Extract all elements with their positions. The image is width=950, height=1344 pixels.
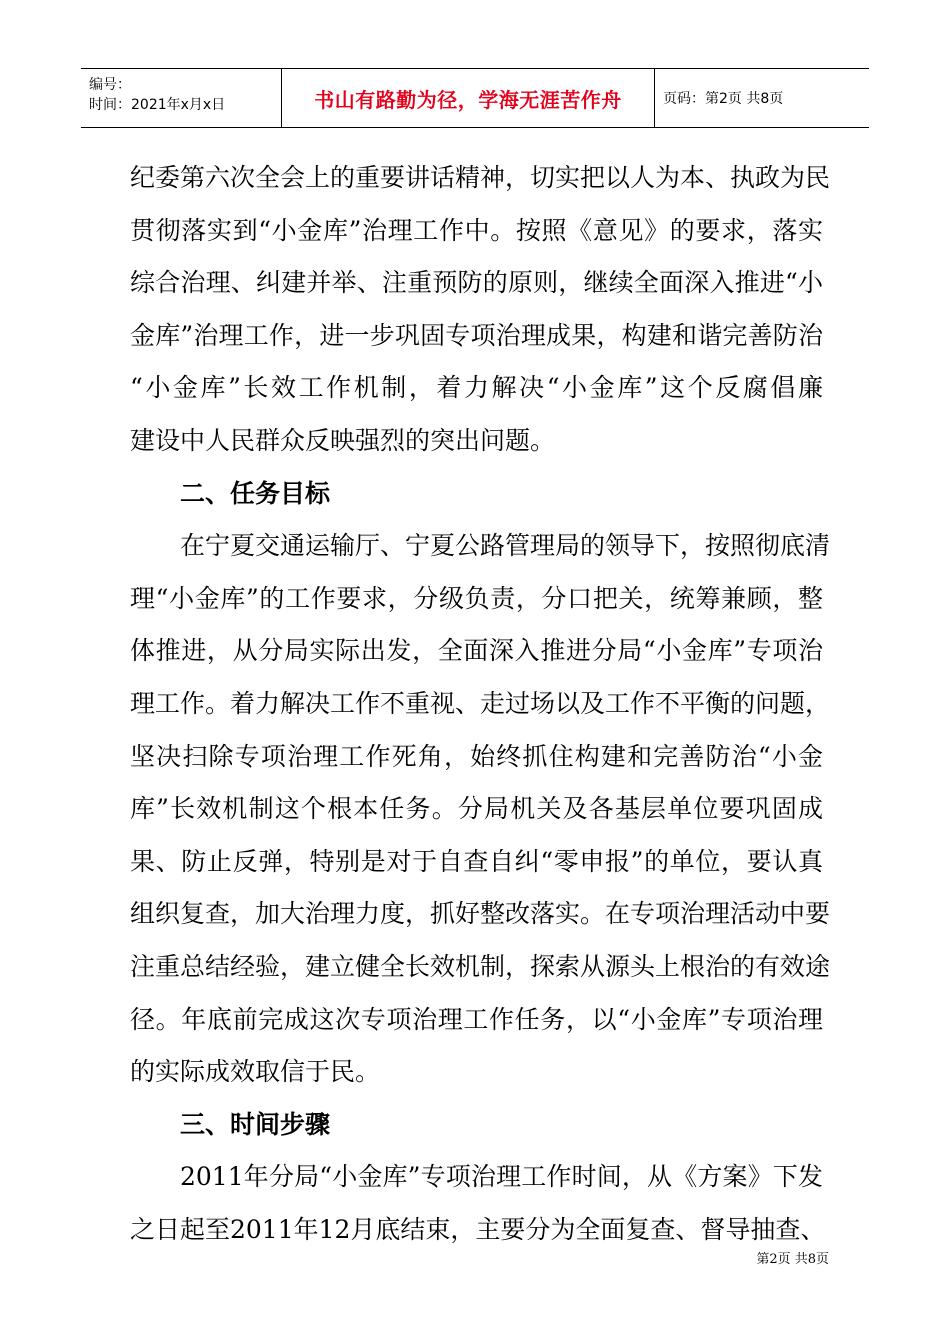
text-line: 的实际成效取信于民。 [130,1057,381,1087]
header-page-number: 页码：第2页 共8页 [663,91,784,107]
text-line: 贯彻落实到“小金库”治理工作中。按照《意见》的要求，落实 [130,215,823,245]
document-body [130,152,831,1256]
document-date: 时间：2021年x月x日 [89,97,226,113]
paragraph [130,520,831,1099]
text-line: 2011年分局“小金库”专项治理工作时间，从《方案》下发 [180,1162,823,1192]
text-line: 体推进，从分局实际出发，全面深入推进分局“小金库”专项治 [130,636,823,666]
text-line: 综合治理、纠建并举、注重预防的原则，继续全面深入推进“小 [130,268,823,298]
text-line: 径。年底前完成这次专项治理工作任务，以“小金库”专项治理 [130,1004,823,1034]
text-line: “小金库”长效工作机制，着力解决“小金库”这个反腐倡廉 [130,373,823,403]
text-line: 理“小金库”的工作要求，分级负责，分口把关，统筹兼顾，整 [130,583,823,613]
paragraph [130,152,831,468]
text-line: 坚决扫除专项治理工作死角，始终抓住构建和完善防治“小金 [130,741,823,771]
page-footer: 第2页 共8页 [756,1252,829,1267]
section-heading: 三、时间步骤 [180,1109,331,1139]
text-line: 理工作。着力解决工作不重视、走过场以及工作不平衡的问题， [130,688,831,718]
text-line: 在宁夏交通运输厅、宁夏公路管理局的领导下，按照彻底清 [180,531,831,561]
text-line: 组织复查，加大治理力度，抓好整改落实。在专项治理活动中要 [130,899,831,929]
text-line: 果、防止反弹，特别是对于自查自纠“零申报”的单位，要认真 [130,846,823,876]
text-line: 库”长效机制这个根本任务。分局机关及各基层单位要巩固成 [130,794,823,824]
text-line: 建设中人民群众反映强烈的突出问题。 [130,425,556,455]
paragraph [130,1151,826,1256]
header-meta [81,69,282,127]
text-line: 之日起至2011年12月底结束，主要分为全面复查、督导抽查、 [130,1214,826,1244]
text-line: 金库”治理工作，进一步巩固专项治理成果，构建和谐完善防治 [130,320,823,350]
text-line: 纪委第六次全会上的重要讲话精神，切实把以人为本、执政为民 [130,163,831,192]
document-number-label: 编号： [89,77,131,93]
text-line: 注重总结经验，建立健全长效机制，探索从源头上根治的有效途 [130,951,831,981]
header-motto: 书山有路勤为径，学海无涯苦作舟 [282,69,655,127]
page-header [81,68,869,128]
section-heading: 二、任务目标 [180,478,331,508]
